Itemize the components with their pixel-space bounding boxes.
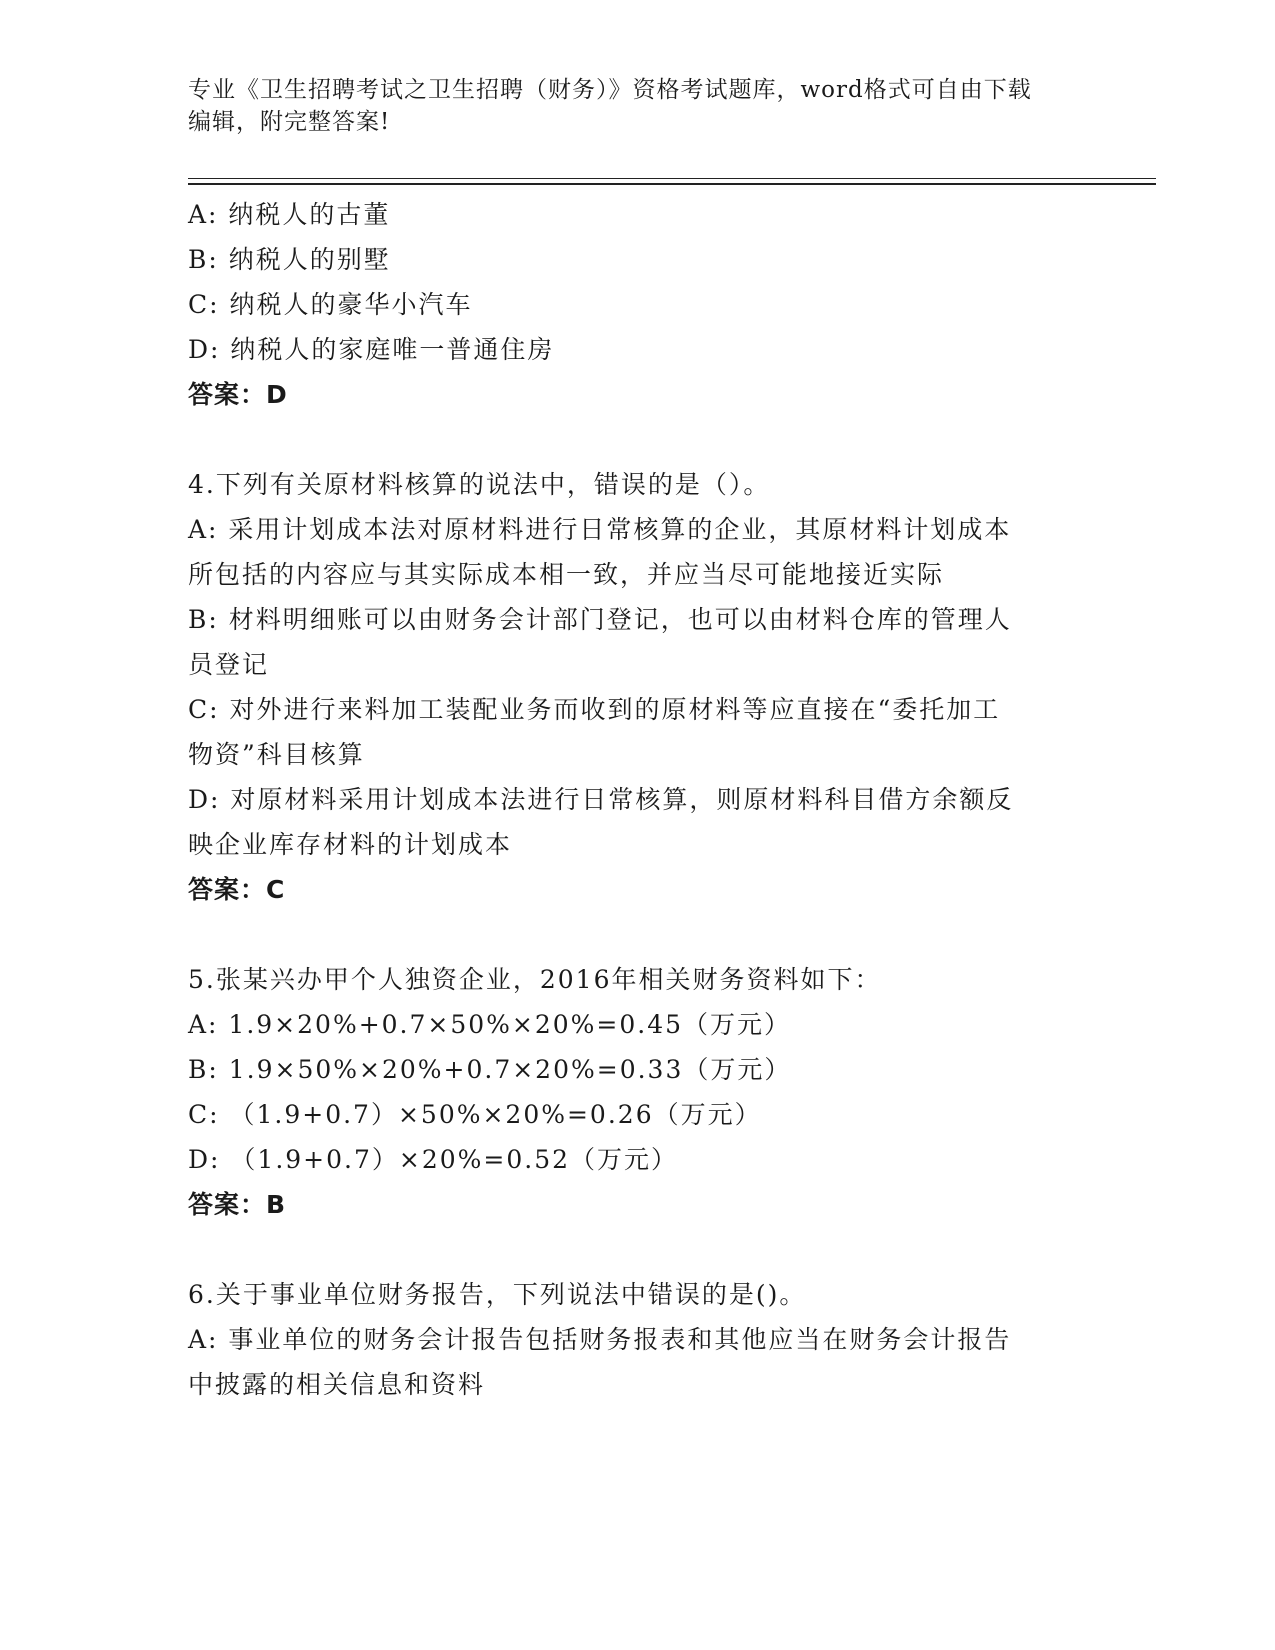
q5-option-d: D: （1.9+0.7）×20%=0.52（万元） — [188, 1145, 679, 1174]
spacer — [188, 912, 1088, 957]
q4-answer: 答案：C — [188, 875, 286, 904]
q3-option-d: D: 纳税人的家庭唯一普通住房 — [188, 335, 555, 364]
document-body — [188, 192, 1088, 1407]
document-header — [188, 74, 1068, 138]
q3-option-c: C: 纳税人的豪华小汽车 — [188, 290, 473, 319]
question-6-block — [188, 1272, 1088, 1407]
question-3-block — [188, 192, 1088, 417]
q6-option-a-line-2: 中披露的相关信息和资料 — [188, 1370, 486, 1399]
q5-option-b: B: 1.9×50%×20%+0.7×20%=0.33（万元） — [188, 1055, 792, 1084]
q4-option-d-line-1: D: 对原材料采用计划成本法进行日常核算，则原材料科目借方余额反 — [188, 785, 1014, 814]
q5-answer: 答案：B — [188, 1190, 287, 1219]
q4-question: 4.下列有关原材料核算的说法中，错误的是（）。 — [188, 470, 771, 499]
question-5-block — [188, 957, 1088, 1227]
header-divider-thick — [188, 183, 1156, 185]
header-line-2: 编辑，附完整答案! — [188, 109, 391, 135]
spacer — [188, 1227, 1088, 1272]
q3-option-b: B: 纳税人的别墅 — [188, 245, 391, 274]
q4-option-c-line-2: 物资”科目核算 — [188, 740, 365, 769]
q6-question: 6.关于事业单位财务报告，下列说法中错误的是()。 — [188, 1280, 807, 1309]
q4-option-a-line-1: A: 采用计划成本法对原材料进行日常核算的企业，其原材料计划成本 — [188, 515, 1012, 544]
q3-answer: 答案：D — [188, 380, 288, 409]
header-line-1: 专业《卫生招聘考试之卫生招聘（财务）》资格考试题库，word格式可自由下载 — [188, 77, 1032, 103]
q4-option-d-line-2: 映企业库存材料的计划成本 — [188, 830, 513, 859]
question-4-block — [188, 462, 1088, 912]
q4-option-a-line-2: 所包括的内容应与其实际成本相一致，并应当尽可能地接近实际 — [188, 560, 945, 589]
q5-option-a: A: 1.9×20%+0.7×50%×20%=0.45（万元） — [188, 1010, 792, 1039]
spacer — [188, 417, 1088, 462]
q5-option-c: C: （1.9+0.7）×50%×20%=0.26（万元） — [188, 1100, 762, 1129]
q6-option-a-line-1: A: 事业单位的财务会计报告包括财务报表和其他应当在财务会计报告 — [188, 1325, 1012, 1354]
q5-question: 5.张某兴办甲个人独资企业，2016年相关财务资料如下： — [188, 965, 882, 994]
q4-option-c-line-1: C: 对外进行来料加工装配业务而收到的原材料等应直接在“委托加工 — [188, 695, 1001, 724]
q3-option-a: A: 纳税人的古董 — [188, 200, 391, 229]
header-divider-thin — [188, 178, 1156, 179]
q4-option-b-line-1: B: 材料明细账可以由财务会计部门登记，也可以由材料仓库的管理人 — [188, 605, 1012, 634]
q4-option-b-line-2: 员登记 — [188, 650, 270, 679]
